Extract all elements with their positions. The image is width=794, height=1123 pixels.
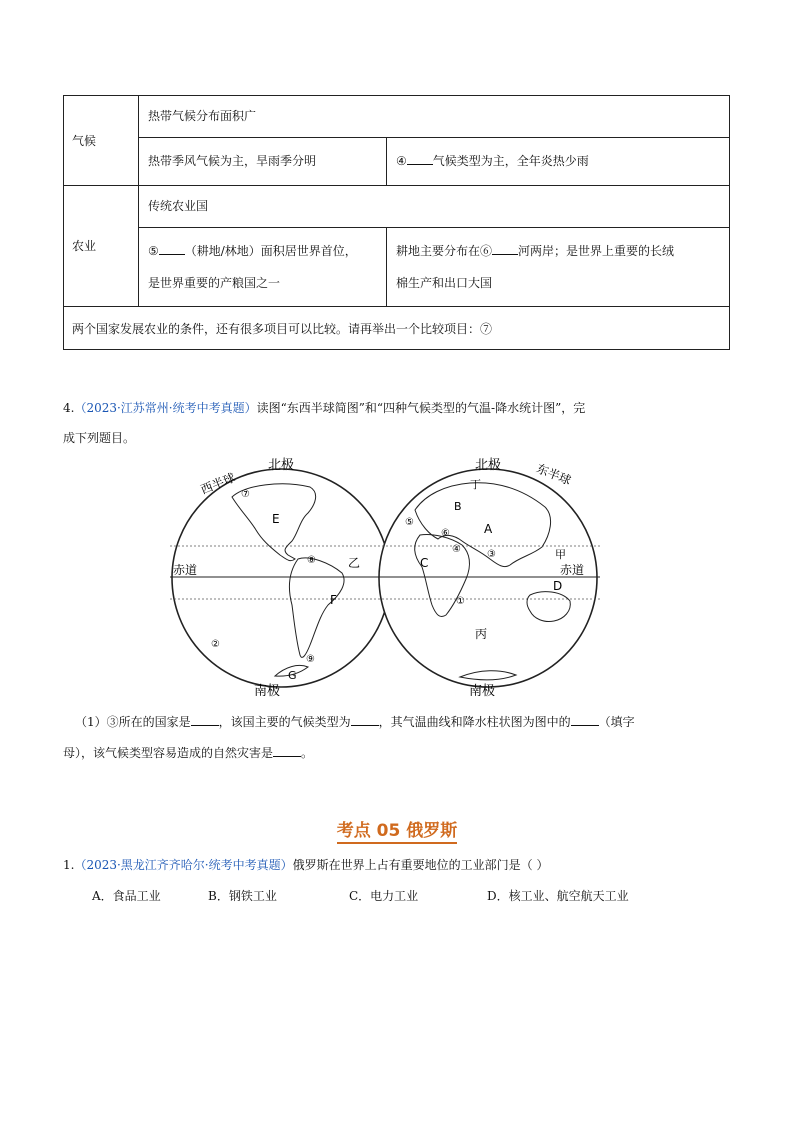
table-divider [138, 137, 730, 138]
answer-blank[interactable] [273, 744, 301, 757]
table-divider [386, 137, 387, 185]
map-letter-B: B [454, 500, 462, 513]
answer-blank[interactable] [351, 713, 379, 726]
table-divider [138, 96, 139, 306]
climate-row2-right [388, 148, 589, 174]
map-letter-A: A [484, 522, 493, 536]
circled-4: ④ [452, 544, 461, 555]
equator-label-west: 赤道 [173, 563, 198, 577]
agri-row1: 传统农业国 [148, 199, 209, 213]
hemisphere-map [170, 455, 600, 700]
answer-blank[interactable] [159, 242, 185, 255]
circled-9: ⑨ [306, 654, 315, 665]
circled-number: ⑤ [148, 244, 159, 258]
map-label-ding: 丁 [470, 478, 481, 491]
question-text: 读图“东西半球简图”和“四种气候类型的气温-降水统计图”，完 [256, 401, 586, 415]
map-letter-E: E [272, 512, 280, 526]
circled-2: ② [211, 639, 220, 650]
section-title-text: 考点 05 俄罗斯 [337, 821, 458, 844]
circled-7: ⑦ [241, 489, 250, 500]
question-number: 1. [63, 858, 75, 872]
option-c[interactable]: C．电力工业 [349, 889, 419, 903]
question-r1-stem [63, 854, 733, 876]
circled-3: ③ [487, 549, 496, 560]
answer-blank[interactable] [571, 713, 599, 726]
climate-label: 气候 [72, 134, 97, 148]
question-source-tag: （2023·黑龙江齐齐哈尔·统考中考真题） [74, 858, 293, 872]
section-title [0, 816, 794, 841]
question-4-1-line2 [63, 742, 313, 764]
map-label-bing: 丙 [475, 627, 488, 641]
west-hemisphere-circle [172, 469, 390, 687]
q41-text-d: （填字 [598, 715, 635, 729]
map-letter-D: D [553, 579, 563, 593]
answer-blank[interactable] [407, 152, 433, 165]
table-divider [64, 306, 730, 307]
east-hemisphere-circle [379, 469, 597, 687]
table-divider [138, 227, 730, 228]
question-source-tag: （2023·江苏常州·统考中考真题） [74, 401, 257, 415]
circled-6: ⑥ [441, 528, 450, 539]
east-hemisphere-label: 东半球 [534, 461, 574, 488]
q41-text-c: ，其气温曲线和降水柱状图为图中的 [378, 715, 571, 729]
circled-number: ④ [396, 154, 407, 168]
agri-right-line1 [388, 238, 674, 264]
bottom-row: 两个国家发展农业的条件，还有很多项目可以比较。请再举出一个比较项目：⑦ [72, 322, 493, 336]
agri-left-line2: 是世界重要的产粮国之一 [148, 276, 281, 290]
map-label-jia: 甲 [555, 548, 566, 561]
answer-blank[interactable] [191, 713, 219, 726]
north-pole-label-west: 北极 [267, 458, 295, 473]
map-label-yi: 乙 [348, 556, 361, 570]
equator-label-east: 赤道 [560, 563, 585, 577]
agri-left-text: （耕地/林地）面积居世界首位， [184, 244, 357, 258]
agri-left-line1 [140, 238, 357, 264]
west-hemisphere-label: 西半球 [198, 470, 238, 497]
option-a[interactable]: A．食品工业 [92, 889, 161, 903]
question-4-stem [63, 397, 733, 419]
climate-row1: 热带气候分布面积广 [148, 109, 257, 123]
table-divider [64, 185, 730, 186]
circled-5: ⑤ [405, 517, 414, 528]
map-letter-G: G [288, 669, 297, 682]
agri-right-line2: 棉生产和出口大国 [396, 276, 493, 290]
map-letter-C: C [420, 556, 429, 570]
q41-text-e: 母），该气候类型容易造成的自然灾害是 [63, 746, 274, 760]
question-number: 4. [63, 401, 75, 415]
q41-text-b: ，该国主要的气候类型为 [218, 715, 351, 729]
q41-text-a: （1）③所在的国家是 [75, 715, 191, 729]
question-4-1-line1 [75, 711, 735, 733]
agri-right-text-a: 耕地主要分布在⑥ [396, 244, 493, 258]
climate-row2-left: 热带季风气候为主，旱雨季分明 [148, 154, 317, 168]
circled-8: ⑧ [307, 555, 316, 566]
q41-text-f: 。 [301, 746, 314, 760]
agri-label: 农业 [72, 239, 97, 253]
south-pole-label-west: 南极 [253, 684, 281, 699]
south-pole-label-east: 南极 [468, 684, 496, 699]
question-4-stem-line2: 成下列题目。 [63, 431, 136, 445]
table-divider [386, 227, 387, 306]
answer-blank[interactable] [492, 242, 518, 255]
comparison-table [63, 95, 730, 350]
option-b[interactable]: B．钢铁工业 [208, 889, 277, 903]
north-pole-label-east: 北极 [474, 458, 502, 473]
option-d[interactable]: D．核工业、航空航天工业 [487, 889, 629, 903]
climate-row2-right-text: 气候类型为主，全年炎热少雨 [432, 154, 589, 168]
question-text: 俄罗斯在世界上占有重要地位的工业部门是（ ） [292, 858, 549, 872]
agri-right-text-b: 河两岸；是世界上重要的长绒 [518, 244, 675, 258]
circled-1: ① [456, 596, 465, 607]
map-letter-F: F [330, 593, 337, 607]
